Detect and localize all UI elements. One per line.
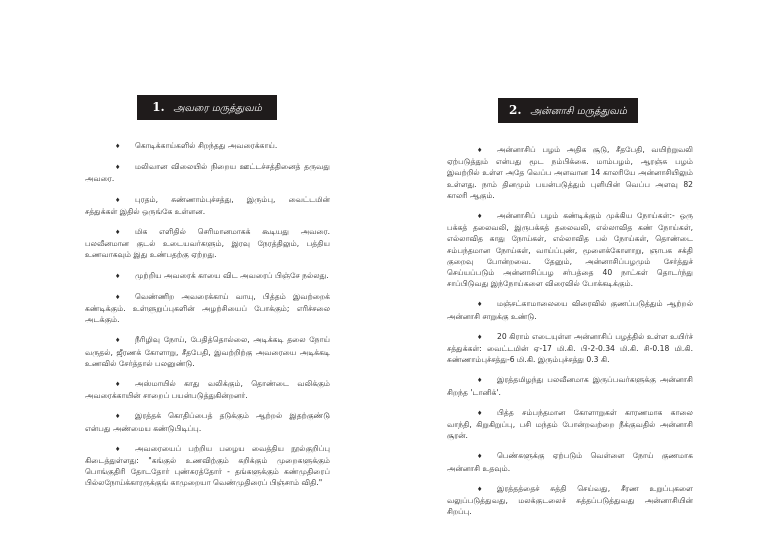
bullet-icon: ♦ <box>115 293 121 301</box>
paragraph: ♦ பெண்களுக்கு ஏற்படும் வெள்ளை நோய் குணமாக அன்னாசி உதவும். <box>447 451 693 473</box>
bullet-icon: ♦ <box>477 333 483 341</box>
bullet-icon: ♦ <box>477 453 483 461</box>
heading-number: 1. <box>152 100 165 114</box>
paragraph: ♦ வெண்ணிற அவரைக்காய் வாயு, பித்தம் இவற்றைக் கண்டிக்கும். உள்ளுறுப்புகளின் அழற்சியைப் போக்கும்; எரிச்சலை அடக்கும். <box>85 291 330 325</box>
heading-title: அவரை மருத்துவம் <box>173 103 262 114</box>
bullet-icon: ♦ <box>115 143 121 150</box>
bullet-icon: ♦ <box>477 409 483 417</box>
bullet-icon: ♦ <box>477 485 483 493</box>
heading-title: அன்னாசி மருத்துவம் <box>530 106 627 117</box>
paragraph: ♦ இரத்தத்தைச் சுத்தி செய்வது, சீரண உறுப்புகளை வலுப்படுத்துவது, மலக்குடலைச் சுத்தப்படுத்துவது அன்னாசியின் சிறப்பு. <box>447 483 693 517</box>
paragraph: ♦ புரதம், சுண்ணாம்புச்சத்து, இரும்பு, வைட்டமின் சத்துக்கள் இதில் ஒருங்கே உள்ளன. <box>85 194 330 216</box>
paragraph: ♦ மிக எளிதில் செரிமானமாகக் கூடியது அவரை. பலவீனமான குடல் உடையவர்களும், இரவு நேரத்திலும், பத்திய உணவாகவும் இது உண்பதற்கு ஏற்றது. <box>85 227 330 260</box>
paragraph: ♦ முற்றிய அவரைக் காயை விட அவரைப் பிஞ்சே நல்லது. <box>85 270 330 282</box>
bullet-icon: ♦ <box>115 381 121 389</box>
paragraph: ♦ மலிவான விலையில் நிறைய ஊட்டச்சத்தினைத் தருவது அவரை. <box>85 162 330 184</box>
bullet-icon: ♦ <box>115 445 121 453</box>
paragraph: ♦ இரத்தக் கொதிப்பைத் தடுக்கும் ஆற்றல் இதற்குண்டு என்பது அண்மைய கண்டுபிடிப்பு. <box>85 411 330 433</box>
paragraph: ♦ அவரையைப் பற்றிய பழைய வைத்திய நூல்குறிப்பு கிடைத்துள்ளது: "கங்குல் உணவிற்கும் கறிக்கும் முறைகளுக்கும் பொங்குதிரி தோடதோர் புண்சுரத்தோர் - தங்களுக்கும் கண்முதிரைப் பில்லநோய்க்காரருக்குங் காமுறையா வெண்முதிரைப் பிஞ்சாம் விதி." <box>85 443 330 488</box>
bullet-icon: ♦ <box>115 272 121 280</box>
bullet-icon: ♦ <box>477 213 483 221</box>
paragraph: ♦ இரத்தமிழந்து பலவீனமாக இருப்பவர்களுக்கு அன்னாசி சிறந்த 'டானிக்'. <box>447 375 693 397</box>
paragraph: ♦ பித்த சம்பந்தமான கோளாறுகள் காரணமாக காலை வாந்தி, கிறுகிறுப்பு, பசி மந்தம் போன்றவற்றை நீக்குவதில் அன்னாசி சூரன். <box>447 407 693 441</box>
bullet-icon: ♦ <box>115 229 121 237</box>
paragraph: ♦ அன்னாசிப் பழம் கண்டிக்கும் முக்கிய நோய்கள்:- ஒரு பக்கத் தலைவலி, இருபக்கத் தலைவலி, எல்லாவித கண் நோய்கள், எல்லாவித காது நோய்கள், எல்லாவித பல் நோய்கள், தொண்டை சம்பந்தமான நோய்கள், வாய்ப்புண், மூளைக்கோளாறு, ஞாபக சக்தி குறைவு போன்றவை. தேனும், அன்னாசிப்பழமும் சேர்த்துச் செய்யப்படும் அன்னாசிப்பழ சர்பத்தை 40 நாட்கள் தொடர்ந்து சாப்பிடுவது இந்நோய்களை விரைவில் போக்கடிக்கும். <box>447 211 693 289</box>
bullet-icon: ♦ <box>115 164 121 172</box>
bullet-icon: ♦ <box>115 337 121 345</box>
right-column <box>447 144 693 526</box>
bullet-icon: ♦ <box>115 196 121 204</box>
paragraph: ♦ நீரிழிவு நோய், பேதித்தொல்லை, அடிக்கடி தலை நோய் வருதல், ஜீரணக் கோளாறு, சீதபேதி, இவற்றிற்கு அவரையை அடிக்கடி உணவில் சேர்த்தால் பலனுண்டு. <box>85 335 330 368</box>
paragraph: ♦ அன்னாசிப் பழம் அதிக சூடு, சீதபேதி, வயிற்றுவலி ஏற்படுத்தும் என்பது மூட நம்பிக்கை. மாம்பழம், ஆரஞ்சு பழம் இவற்றில் உள்ள அதே வெப்ப அளவான 14 காலரியே அன்னாசியிலும் உள்ளது. நாம் தினமும் பயன்படுத்தும் புளியின் வெப்ப அளவு 82 காலரி ஆகும். <box>447 145 693 200</box>
bullet-icon: ♦ <box>477 377 483 385</box>
left-column <box>85 140 330 498</box>
paragraph: ♦ மஞ்சட்காமாலையை விரைவில் குணப்படுத்தும் ஆற்றல் அன்னாசி சாறுக்கு உண்டு. <box>447 299 693 321</box>
paragraph: ♦ 20 கிராம் எடையுள்ள அன்னாசிப் பழத்தில் உள்ள உயிர்ச் சத்துக்கள்: வைட்டமின் ஏ-17 மி.கி. பி-2-0.34 மி.கி. சி-0.18 மி.கி. சுண்ணாம்புச்சத்து-6 மி.கி. இரும்புச்சத்து 0.3 கி. <box>447 331 693 365</box>
heading-number: 2. <box>509 103 522 117</box>
bullet-icon: ♦ <box>477 147 483 154</box>
section-heading-annasi <box>498 98 638 123</box>
section-heading-avarai <box>137 95 277 120</box>
paragraph: ♦ அஸ்மாயில் காது வலிக்கும், தொண்டை வலிக்கும் அவரைக்காயின் சாறைப் பயன்படுத்துகின்றனர். <box>85 379 330 401</box>
bullet-icon: ♦ <box>477 301 483 309</box>
paragraph: ♦ கொடிக்காய்களில் சிறந்தது அவரைக்காய். <box>85 140 330 152</box>
bullet-icon: ♦ <box>115 413 121 421</box>
